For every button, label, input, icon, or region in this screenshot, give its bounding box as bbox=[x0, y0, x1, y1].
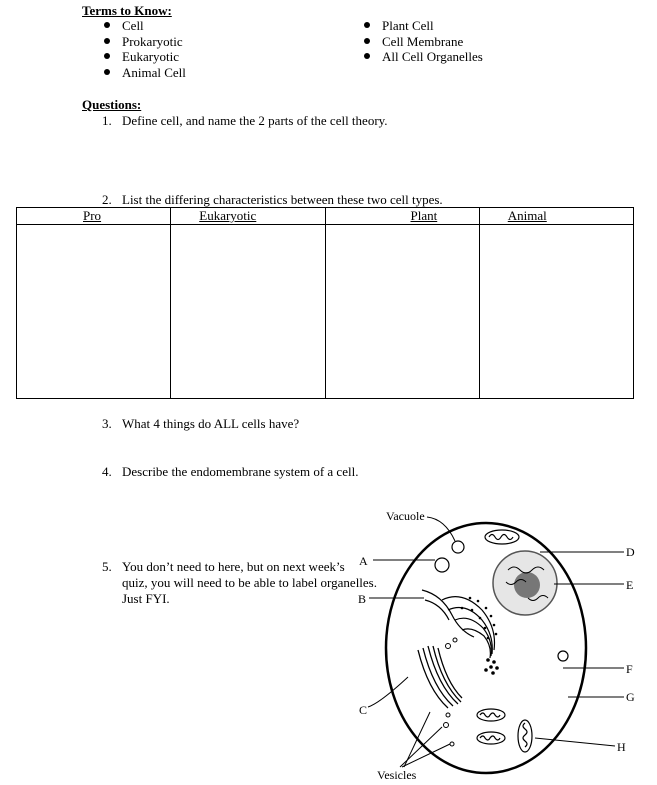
label-vacuole: Vacuole bbox=[386, 509, 425, 523]
question-5: 5. You don’t need to here, but on next week’s bbox=[102, 559, 345, 574]
term-item: Animal Cell bbox=[104, 65, 186, 80]
table-header-animal: Animal bbox=[479, 208, 633, 225]
table-header-plant: Plant bbox=[325, 208, 479, 225]
question-2: 2. List the differing characteristics between these two cell types. bbox=[102, 192, 443, 207]
label-b: B bbox=[358, 592, 367, 606]
question-5-line-2: quiz, you will need to be able to label organelles. bbox=[122, 575, 377, 590]
term-item: All Cell Organelles bbox=[364, 49, 483, 64]
lysosome bbox=[435, 558, 449, 572]
label-d: D bbox=[626, 545, 635, 559]
label-c: C bbox=[359, 703, 368, 717]
question-4: 4. Describe the endomembrane system of a cell. bbox=[102, 464, 359, 479]
label-g: G bbox=[626, 690, 635, 704]
golgi-apparatus bbox=[418, 646, 462, 708]
question-3: 3. What 4 things do ALL cells have? bbox=[102, 416, 300, 431]
nucleolus bbox=[514, 572, 540, 598]
label-f: F bbox=[626, 662, 633, 676]
term-item: Cell bbox=[104, 18, 144, 33]
question-1: 1. Define cell, and name the 2 parts of the cell theory. bbox=[102, 113, 388, 128]
term-item: Prokaryotic bbox=[104, 34, 183, 49]
terms-heading: Terms to Know: bbox=[82, 3, 172, 18]
centrosome-dots bbox=[484, 658, 499, 675]
question-5-line-3: Just FYI. bbox=[122, 591, 170, 606]
vacuole bbox=[452, 541, 464, 553]
peroxisome bbox=[558, 651, 568, 661]
label-e: E bbox=[626, 578, 634, 592]
label-a: A bbox=[359, 554, 368, 568]
term-item: Plant Cell bbox=[364, 18, 434, 33]
vesicles bbox=[444, 638, 458, 746]
table-header-pro: Pro bbox=[17, 208, 171, 225]
label-vesicles: Vesicles bbox=[377, 768, 417, 782]
questions-heading: Questions: bbox=[82, 97, 142, 112]
label-h: H bbox=[617, 740, 626, 754]
term-item: Cell Membrane bbox=[364, 34, 463, 49]
rough-er bbox=[442, 597, 495, 658]
term-item: Eukaryotic bbox=[104, 49, 179, 64]
table-header-eukaryotic: Eukaryotic bbox=[171, 208, 325, 225]
